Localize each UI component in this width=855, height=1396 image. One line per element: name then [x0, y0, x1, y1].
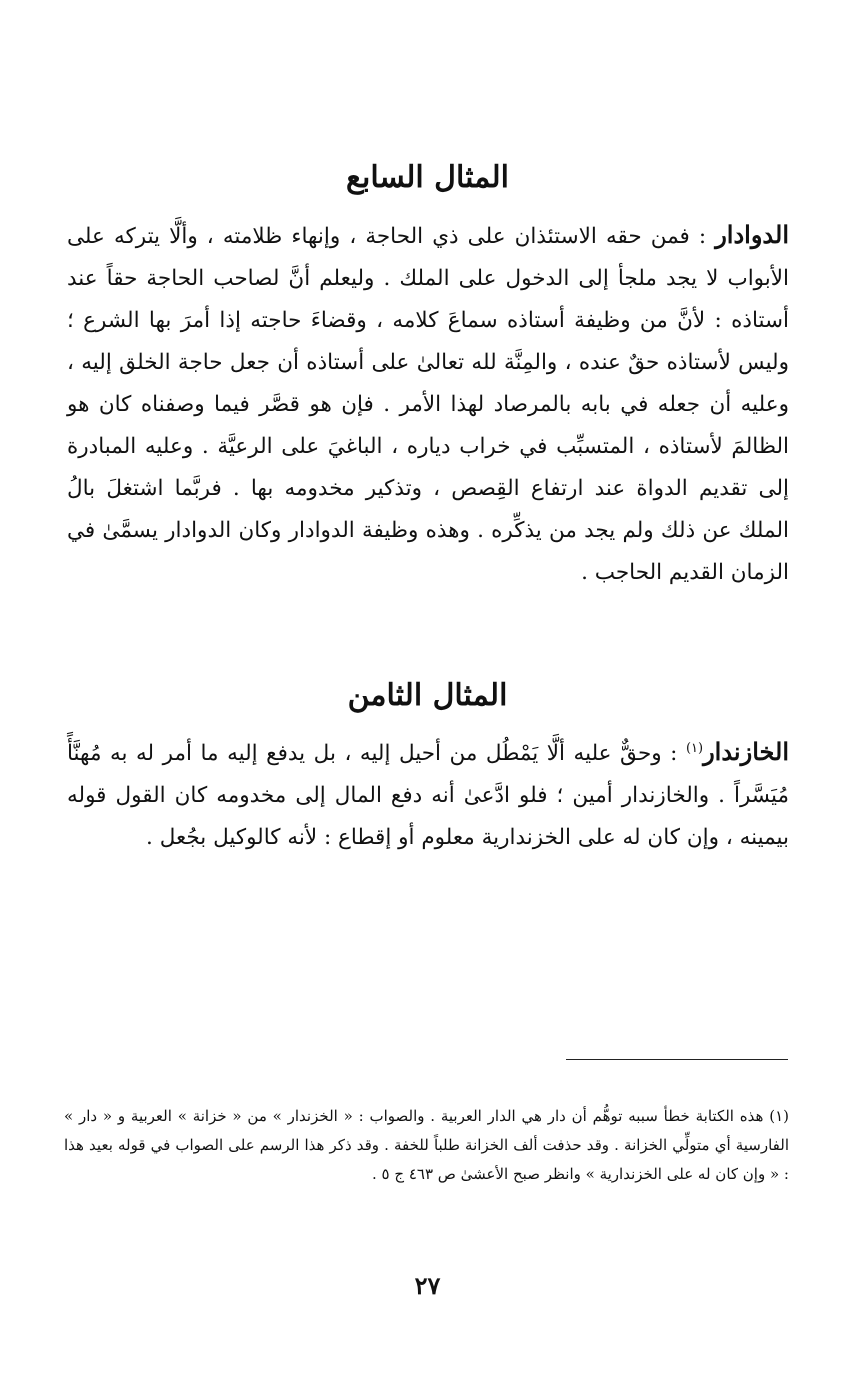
footnote-separator	[566, 1059, 788, 1060]
footnote: (١) هذه الكتابة خطأ سببه توهُّم أن دار هي الدار العربية . والصواب : « الخزندار » من « خزانة » العربية و « دار » الفارسية أي متولِّي الخزانة . وقد حذفت ألف الخزانة طلباً للخفة . وقد ذكر هذا الرسم على الصواب في قوله بعيد هذا : « وإن كان له على الخزندارية » وانظر صبح الأعشىٰ ص ٤٦٣ ج ٥ .	[64, 1107, 789, 1183]
paragraph-dawadar-text: : فمن حقه الاستئذان على ذي الحاجة ، وإنهاء ظلامته ، وألَّا يتركه على الأبواب لا يجد ملجأ إلى الدخول على الملك . وليعلم أنَّ لصاحب الحاجة حقاً عند أستاذه : لأنَّ من وظيفة أستاذه سماعَ كلامه ، وقضاءَ حاجته إذا أمرَ بها الشرع ؛ وليس لأستاذه حقٌ عنده ، والمِنَّة لله تعالىٰ على أستاذه أن جعل حاجة الخلق إليه ، وعليه أن جعله في بابه بالمرصاد لهذا الأمر . فإن هو قصَّر فيما وصفناه كان هو الظالمَ لأستاذه ، المتسبِّب في خراب دياره ، الباغيَ على الرعيَّة . وعليه المبادرة إلى تقديم الدواة عند ارتفاع القِصص ، وتذكير مخدومه بها . فربَّما اشتغلَ بالُ الملك عن ذلك ولم يجد من يذكِّره . وهذه وظيفة الدوادار وكان الدوادار يسمَّىٰ في الزمان القديم الحاجب .	[67, 224, 789, 585]
section-title-seventh-example: المثال السابع	[346, 160, 509, 195]
term-dawadar: الدوادار	[715, 220, 789, 249]
term-khazindar: الخازندار	[703, 737, 789, 766]
footnote-reference-mark: (١)	[685, 741, 704, 756]
paragraph-khazindar	[67, 728, 789, 859]
section-title-eighth-example: المثال الثامن	[347, 678, 508, 713]
paragraph-dawadar	[67, 214, 789, 594]
page-number: ٢٧	[414, 1271, 441, 1300]
paragraph-khazindar-text: : وحقٌّ عليه ألَّا يَمْطُل من أحيل إليه ، بل يدفع إليه ما أمر له به مُهنَّأً مُيَسَّراً . والخازندار أمين ؛ فلو ادَّعىٰ أنه دفع المال إلى مخدومه كان القول قوله بيمينه ، وإن كان له على الخزندارية معلوم أو إقطاع : لأنه كالوكيل بجُعل .	[67, 741, 789, 850]
